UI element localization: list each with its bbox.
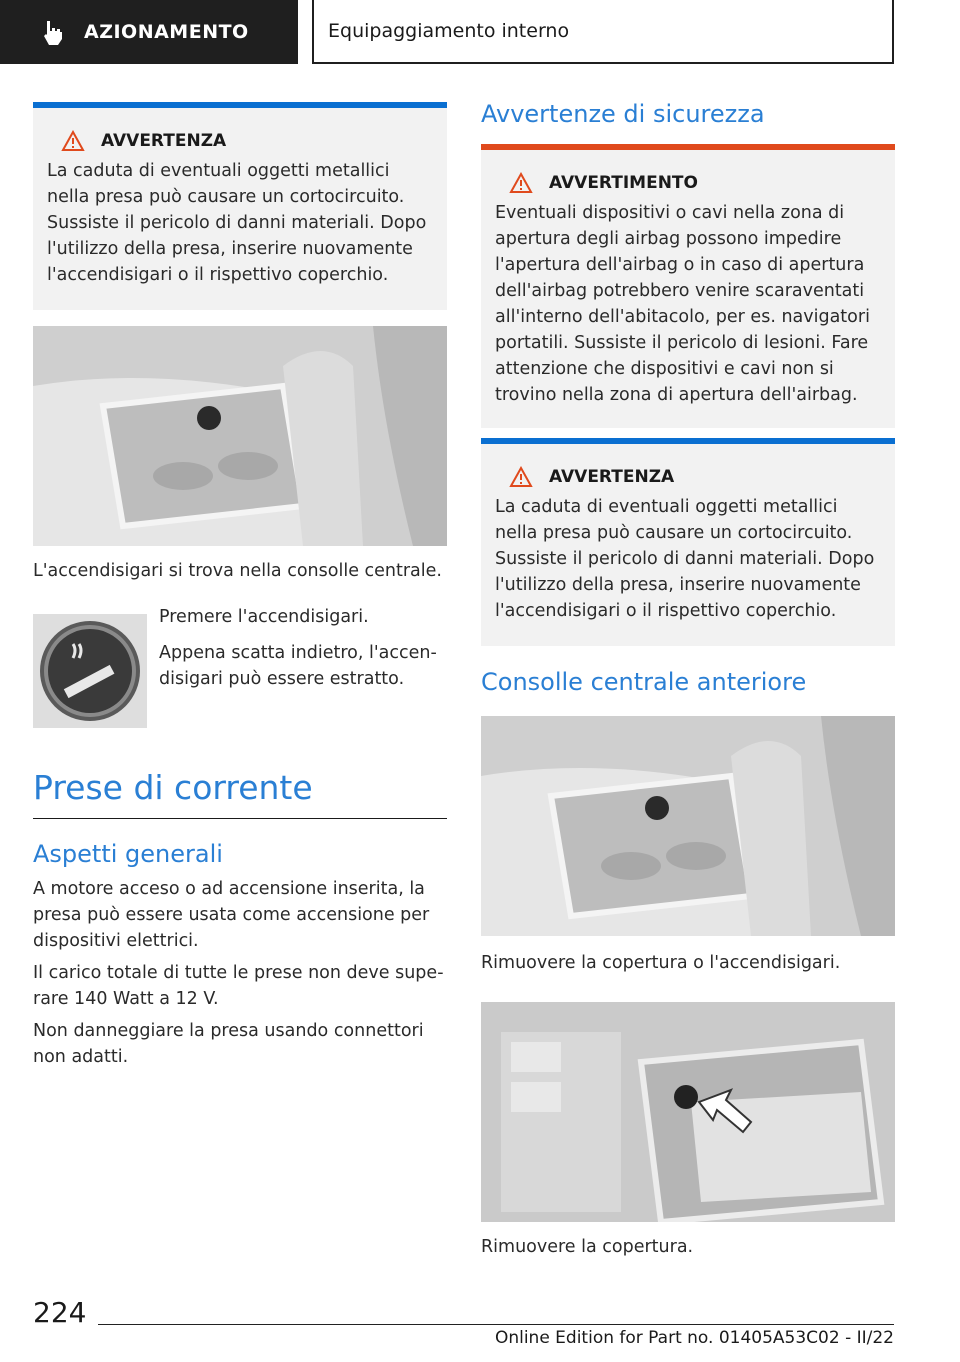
warning-text: La caduta di eventuali oggetti metallici nella presa può causare un cortocircuito. Sussiste il pericolo di danni materiali. Dopo l'utilizzo della presa, inserire nuovamente l'accendisigari o il rispettivo coperchio. <box>47 161 427 285</box>
image-caption: Rimuovere la copertura o l'accendisigari. <box>481 953 841 973</box>
warning-title: AVVERTIMENTO <box>549 173 698 193</box>
heading-rule <box>33 818 447 819</box>
section-heading: Prese di corrente <box>33 768 313 807</box>
warning-bar <box>481 438 895 444</box>
section-title: AZIONAMENTO <box>84 21 249 43</box>
subsection-heading: Consolle centrale anteriore <box>481 668 807 696</box>
edition-text: Online Edition for Part no. 01405A53C02 - II/22 <box>494 1328 894 1348</box>
console-image <box>33 326 447 546</box>
lighter-button-image <box>33 614 147 728</box>
warning-triangle-icon <box>509 172 533 194</box>
footer-rule <box>98 1324 894 1325</box>
warning-box <box>481 144 895 428</box>
paragraph: Non danneggiare la presa usando connettori non adatti. <box>33 1021 424 1067</box>
warning-title: AVVERTENZA <box>549 467 675 487</box>
section-tab <box>0 0 298 64</box>
step-text: Appena scatta indietro, l'accendisigari può essere estratto. <box>159 643 437 689</box>
warning-bar <box>481 144 895 150</box>
image-caption: Rimuovere la copertura. <box>481 1237 694 1257</box>
socket-image <box>481 1002 895 1222</box>
hand-pointer-icon <box>38 17 68 47</box>
step-text: Premere l'accendisigari. <box>159 607 369 627</box>
paragraph: A motore acceso o ad accensione inserita, la presa può essere usata come accensione per dispositivi elettrici. <box>33 879 430 951</box>
page-number: 224 <box>33 1296 87 1329</box>
warning-bar <box>33 102 447 108</box>
console-image <box>481 716 895 936</box>
warning-box <box>33 102 447 310</box>
warning-title: AVVERTENZA <box>101 131 227 151</box>
subsection-title: Equipaggiamento interno <box>328 20 570 42</box>
subsection-header <box>312 0 894 64</box>
subsection-heading: Aspetti generali <box>33 840 223 868</box>
image-caption: L'accendisigari si trova nella consolle centrale. <box>33 561 442 581</box>
warning-text: Eventuali dispositivi o cavi nella zona di apertura degli airbag possono impedire l'apertura dell'airbag o in caso di apertura dell'airbag potrebbero venire scaraventati all'interno dell'abitacolo, per es. navigatori portatili. Sussiste il pericolo di lesioni. Fare attenzione che dispositivi e cavi non si trovino nella zona di apertura dell'airbag. <box>495 203 870 405</box>
warning-triangle-icon <box>61 130 85 152</box>
section-heading: Avvertenze di sicurezza <box>481 100 765 128</box>
paragraph: Il carico totale di tutte le prese non deve superare 140 Watt a 12 V. <box>33 963 444 1009</box>
warning-text: La caduta di eventuali oggetti metallici nella presa può causare un cortocircuito. Sussiste il pericolo di danni materiali. Dopo l'utilizzo della presa, inserire nuovamente l'accendisigari o il rispettivo coperchio. <box>495 497 875 621</box>
warning-triangle-icon <box>509 466 533 488</box>
warning-box <box>481 438 895 646</box>
